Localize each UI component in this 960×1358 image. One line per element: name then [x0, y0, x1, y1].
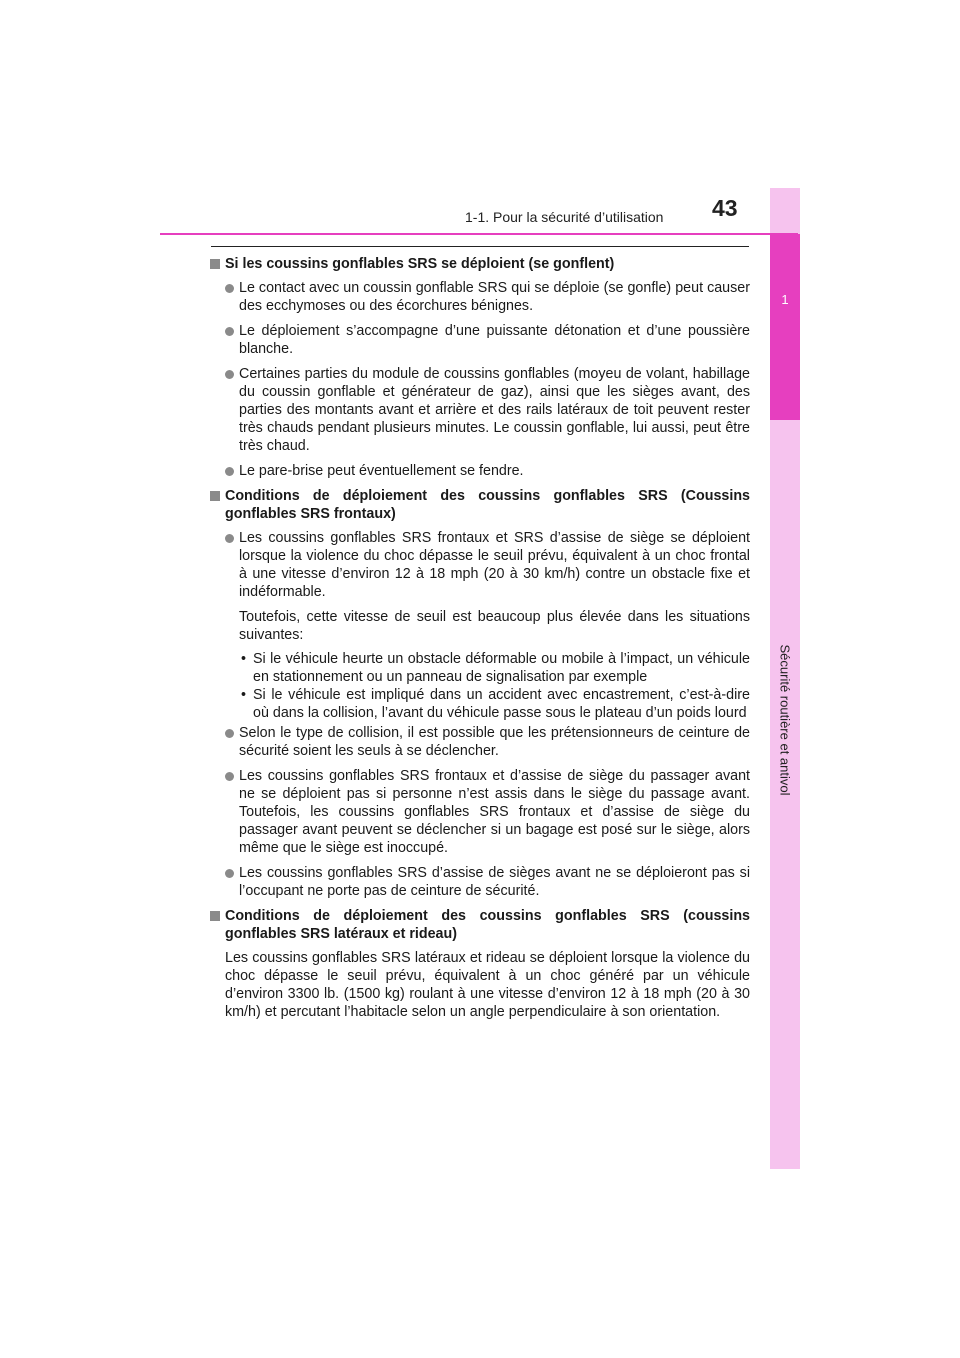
round-bullet-icon [225, 729, 234, 738]
sub-bullet-marker: • [241, 651, 247, 667]
list-item: Le déploiement s’accompagne d’une puissante détonation et d’une poussière blanche. [210, 322, 750, 358]
section-heading: Si les coussins gonflables SRS se déploient (se gonflent) [210, 255, 750, 273]
list-item: Selon le type de collision, il est possible que les prétensionneurs de ceinture de sécurité soient les seuls à se déclencher. [210, 724, 750, 760]
round-bullet-icon [225, 869, 234, 878]
content-rule [211, 246, 749, 247]
square-bullet-icon [210, 911, 220, 921]
header-rule [160, 233, 798, 235]
list-item: Le contact avec un coussin gonflable SRS qui se déploie (se gonfle) peut causer des ecchymoses ou des écorchures bénignes. [210, 279, 750, 315]
round-bullet-icon [225, 534, 234, 543]
chapter-number: 1 [781, 292, 789, 307]
sub-bullet-marker: • [241, 687, 247, 703]
square-bullet-icon [210, 491, 220, 501]
round-bullet-icon [225, 284, 234, 293]
list-item: Les coussins gonflables SRS frontaux et d’assise de siège du passager avant ne se déploient pas si personne n’est assis dans le siège du passage avant. Toutefois, les coussins gonflables SRS frontaux et d’assise de siège du passager avant peuvent se déclencher si un bagage est posé sur le siège, alors même que le siège est inoccupé. [210, 767, 750, 857]
round-bullet-icon [225, 327, 234, 336]
list-item: Les coussins gonflables SRS d’assise de sièges avant ne se déploieront pas si l’occupant ne porte pas de ceinture de sécurité. [210, 864, 750, 900]
section-heading: Conditions de déploiement des coussins gonflables SRS (Coussins gonflables SRS frontaux) [210, 487, 750, 523]
list-item: Les coussins gonflables SRS frontaux et SRS d’assise de siège se déploient lorsque la violence du choc dépasse le seuil prévu, équivalent à un choc frontal à une vitesse d’environ 12 à 18 mph (20 à 30 km/h) contre un obstacle fixe et indéformable. [210, 529, 750, 601]
page-content [210, 255, 750, 1027]
square-bullet-icon [210, 259, 220, 269]
section-heading: Conditions de déploiement des coussins gonflables SRS (coussins gonflables SRS latéraux et rideau) [210, 907, 750, 943]
round-bullet-icon [225, 772, 234, 781]
paragraph: Les coussins gonflables SRS latéraux et rideau se déploient lorsque la violence du choc dépasse le seuil prévu, équivalent à un choc généré par un véhicule d’environ 3300 lb. (1500 kg) roulant à une vitesse d’environ 12 à 18 mph (20 à 30 km/h) et percutant l’habitacle selon un angle perpendiculaire à son orientation. [225, 950, 750, 1020]
page-number: 43 [712, 195, 738, 221]
list-item: Certaines parties du module de coussins gonflables (moyeu de volant, habillage du coussin gonflable et générateur de gaz), ainsi que les sièges avant, des parties des montants avant et arrière et des rails latéraux de toit peuvent rester très chauds pendant plusieurs minutes. Le coussin gonflable, lui aussi, peut être très chaud. [210, 365, 750, 455]
round-bullet-icon [225, 370, 234, 379]
list-item: Le pare-brise peut éventuellement se fendre. [210, 462, 750, 480]
chapter-number-tab [770, 234, 800, 420]
sub-list-item: • Si le véhicule heurte un obstacle déformable ou mobile à l’impact, un véhicule en stationnement ou un panneau de signalisation par exemple [241, 651, 750, 685]
section-header: 1-1. Pour la sécurité d’utilisation [465, 209, 664, 225]
chapter-title: Sécurité routière et antivol [777, 644, 793, 796]
sub-list [210, 650, 750, 722]
sub-list-item: • Si le véhicule est impliqué dans un accident avec encastrement, c’est-à-dire où dans la collision, l’avant du véhicule passe sous le plateau d’un poids lourd [241, 687, 750, 721]
round-bullet-icon [225, 467, 234, 476]
paragraph: Toutefois, cette vitesse de seuil est beaucoup plus élevée dans les situations suivantes: [239, 609, 750, 643]
